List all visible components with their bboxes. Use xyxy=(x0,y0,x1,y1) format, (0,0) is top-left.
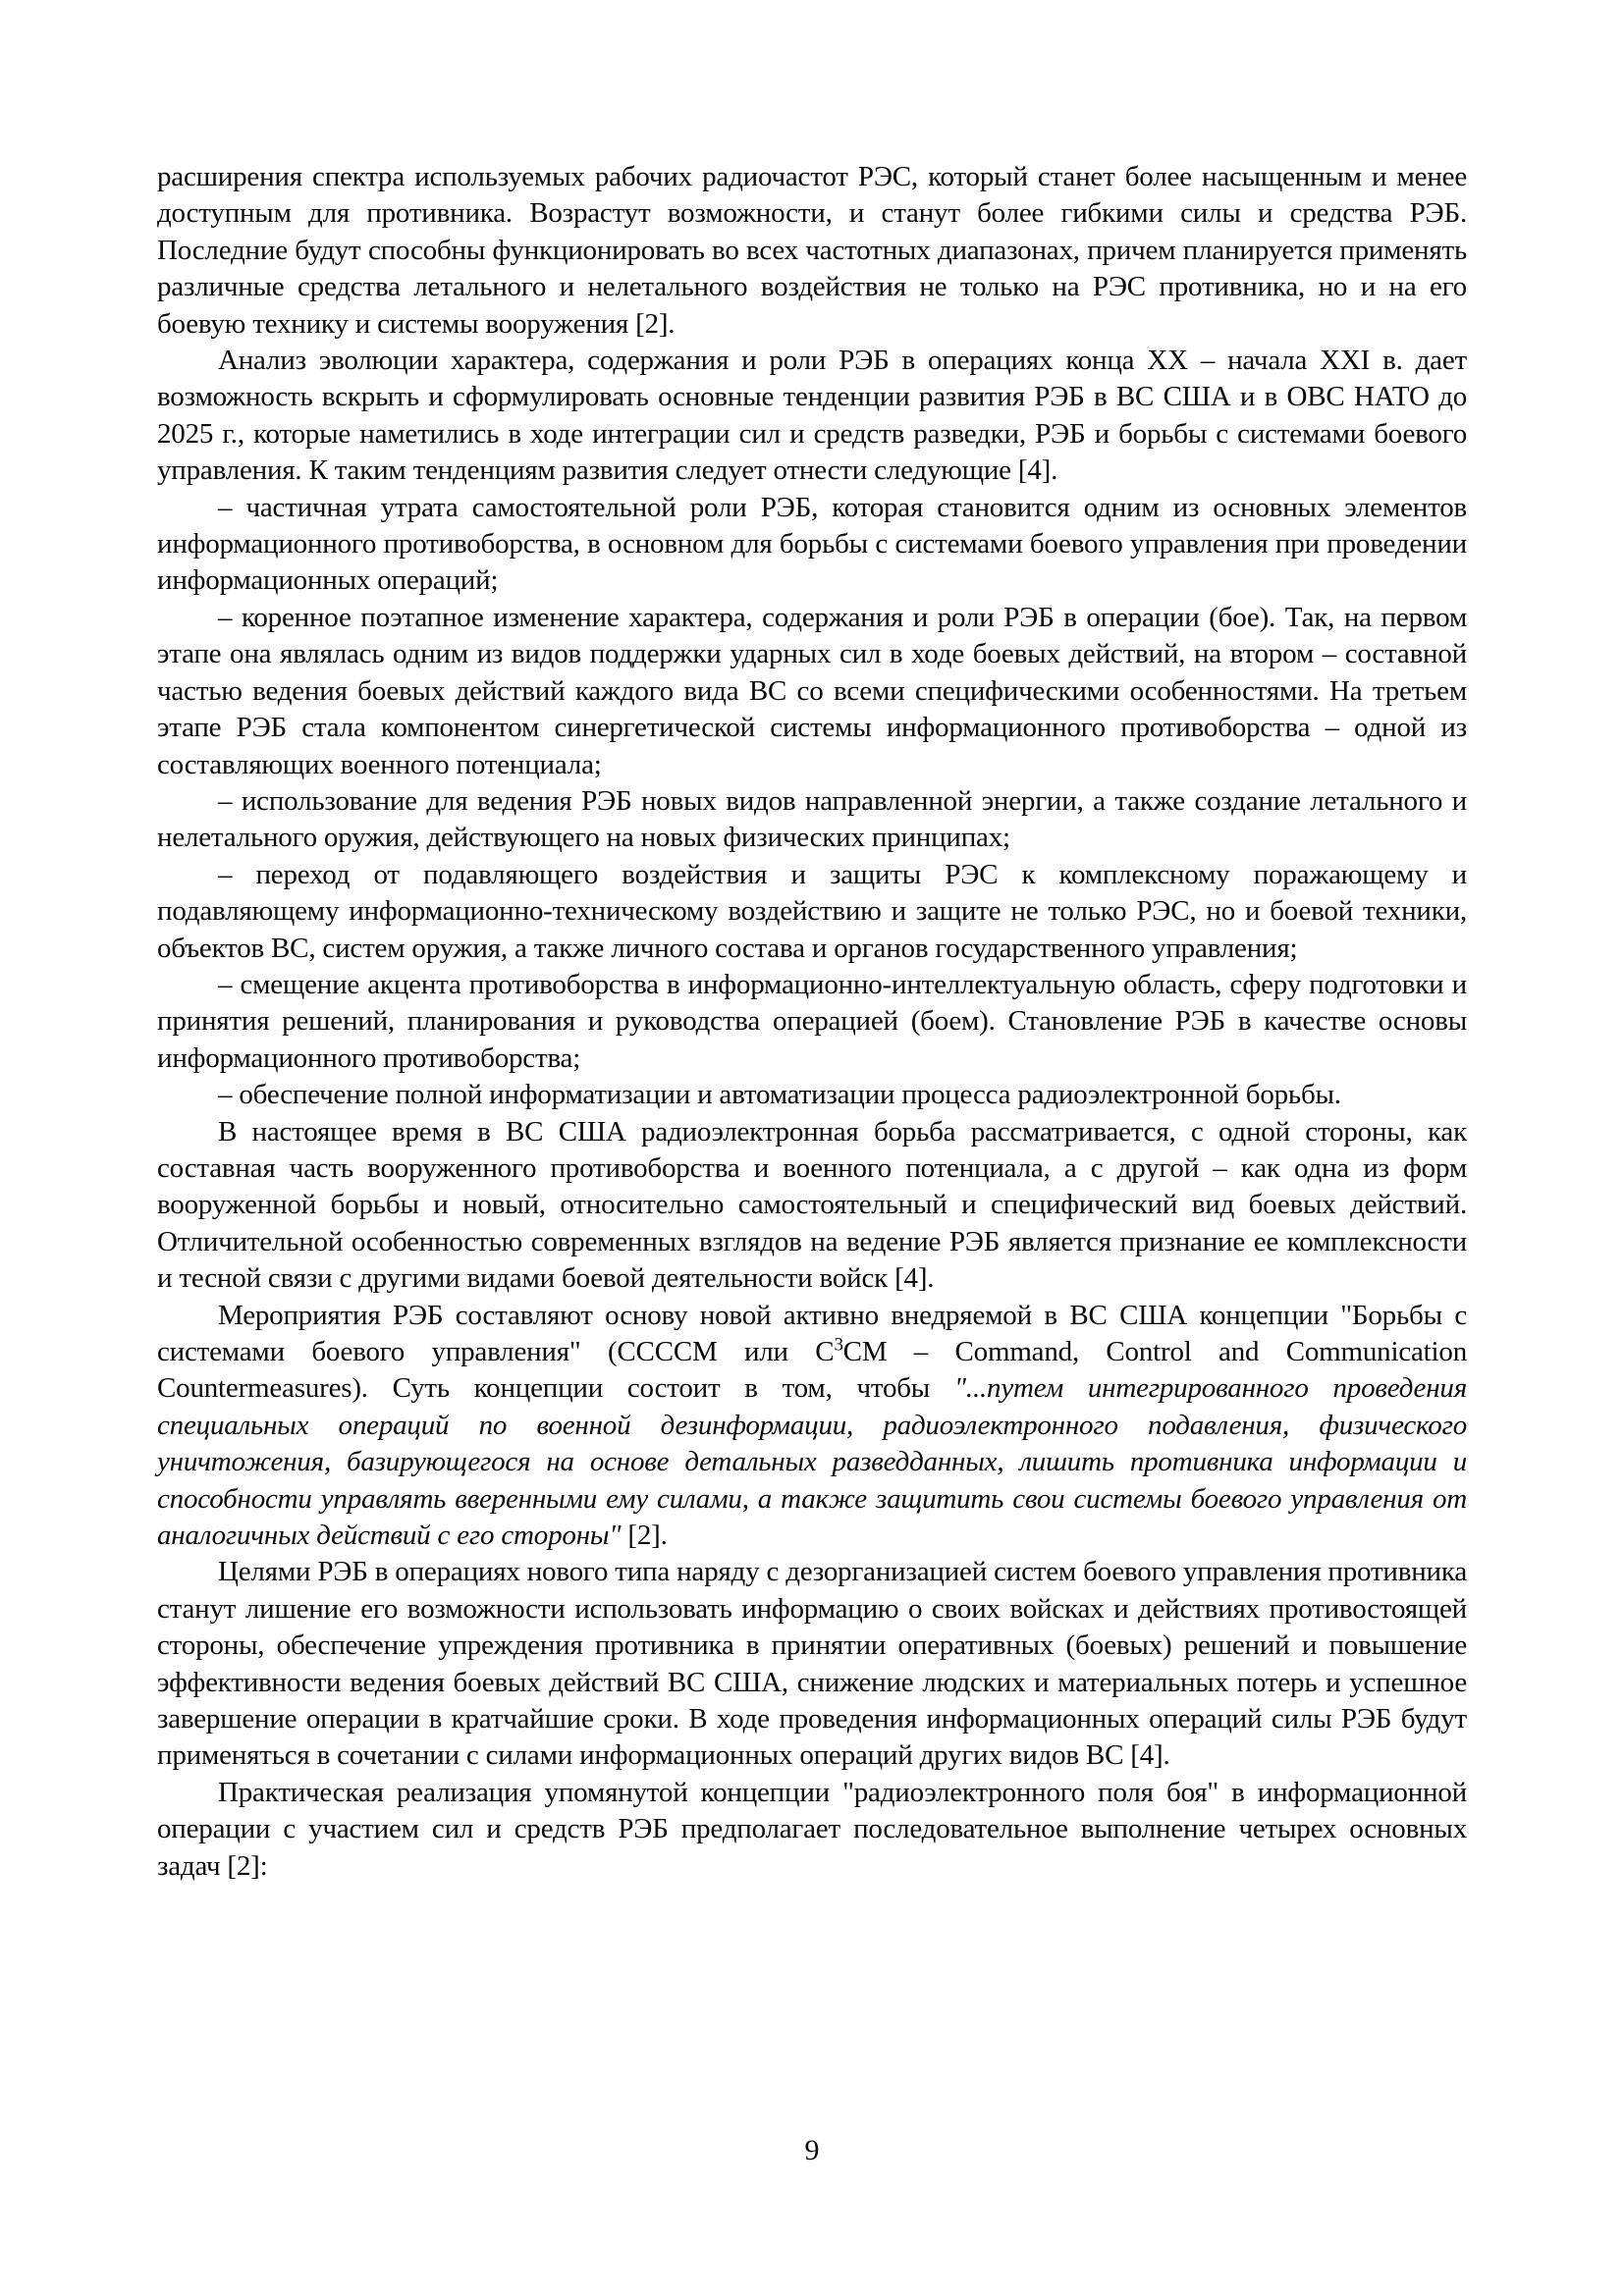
paragraph xyxy=(157,600,1467,783)
paragraph xyxy=(157,159,1467,343)
paragraph xyxy=(157,967,1467,1077)
text-run: Мероприятия РЭБ составляют основу новой активно внедряемой в ВС США концепции "Борьбы с системами боевого управления" (ССССМ или С xyxy=(157,1299,1467,1367)
page-number: 9 xyxy=(804,2134,820,2166)
paragraph xyxy=(157,343,1467,490)
paragraph xyxy=(157,1077,1467,1113)
text-run: – обеспечение полной информатизации и автоматизации процесса радиоэлектронной борьбы. xyxy=(218,1079,1341,1111)
text-run: В настоящее время в ВС США радиоэлектронная борьба рассматривается, с одной стороны, как составная часть вооруженного противоборства и военного потенциала, а с другой – как одна из форм вооруженной борьбы и новый, относительно самостоятельный и специфический вид боевых действий. Отличительной особенностью современных взглядов на ведение РЭБ является признание ее комплексности и тесной связи с другими видами боевой деятельности войск [4]. xyxy=(157,1115,1467,1295)
superscript-run: 3 xyxy=(834,1334,843,1356)
text-run: Целями РЭБ в операциях нового типа наряду с дезорганизацией систем боевого управления противника станут лишение его возможности использовать информацию о своих войсках и действиях противостоящей стороны, обеспечение упреждения противника в принятии оперативных (боевых) решений и повышение эффективности ведения боевых действий ВС США, снижение людских и материальных потерь и успешное завершение операции в кратчайшие сроки. В ходе проведения информационных операций силы РЭБ будут применяться в сочетании с силами информационных операций других видов ВС [4]. xyxy=(157,1556,1467,1772)
text-run: – использование для ведения РЭБ новых видов направленной энергии, а также создание летального и нелетального оружия, действующего на новых физических принципах; xyxy=(157,784,1467,854)
paragraph xyxy=(157,1554,1467,1774)
text-run: СМ – Command, Control and Communication Countermeasures). Суть концепции состоит в том, чтобы xyxy=(157,1336,1467,1405)
paragraph xyxy=(157,490,1467,600)
paragraph xyxy=(157,1775,1467,1885)
text-run: расширения спектра используемых рабочих радиочастот РЭС, который станет более насыщенным и менее доступным для противника. Возрастут возможности, и станут более гибкими силы и средства РЭБ. Последние будут способны функционировать во всех частотных диапазонах, причем планируется применять различные средства летального и нелетального воздействия не только на РЭС противника, но и на его боевую технику и системы вооружения [2]. xyxy=(157,161,1467,340)
text-run: Анализ эволюции характера, содержания и роли РЭБ в операциях конца XX – начала XXI в. дает возможность вскрыть и сформулировать основные тенденции развития РЭБ в ВС США и в ОВС НАТО до 2025 г., которые наметились в ходе интеграции сил и средств разведки, РЭБ и борьбы с системами боевого управления. К таким тенденциям развития следует отнести следующие [4]. xyxy=(157,345,1467,487)
text-run: Практическая реализация упомянутой концепции "радиоэлектронного поля боя" в информационной операции с участием сил и средств РЭБ предполагает последовательное выполнение четырех основных задач [2]: xyxy=(157,1776,1467,1882)
text-run: – частичная утрата самостоятельной роли РЭБ, которая становится одним из основных элементов информационного противоборства, в основном для борьбы с системами боевого управления при проведении информационных операций; xyxy=(157,491,1467,597)
italic-text-run: "...путем интегрированного проведения специальных операций по военной дезинформации, радиоэлектронного подавления, физического уничтожения, базирующегося на основе детальных разведданных, лишить противника информации и способности управлять вверенными ему силами, а также защитить свои системы боевого управления от аналогичных действий с его стороны" xyxy=(157,1372,1467,1552)
text-block xyxy=(157,159,1467,1885)
text-run: – коренное поэтапное изменение характера, содержания и роли РЭБ в операции (бое). Так, на первом этапе она являлась одним из видов поддержки ударных сил в ходе боевых действий, на втором – составной частью ведения боевых действий каждого вида ВС со всеми специфическими особенностями. На третьем этапе РЭБ стала компонентом синергетической системы информационного противоборства – одной из составляющих военного потенциала; xyxy=(157,601,1467,780)
text-run: – смещение акцента противоборства в информационно-интеллектуальную область, сферу подготовки и принятия решений, планирования и руководства операцией (боем). Становление РЭБ в качестве основы информационного противоборства; xyxy=(157,968,1467,1074)
text-run: – переход от подавляющего воздействия и защиты РЭС к комплексному поражающему и подавляющему информационно-техническому воздействию и защите не только РЭС, но и боевой техники, объектов ВС, систем оружия, а также личного состава и органов государственного управления; xyxy=(157,858,1467,964)
paragraph xyxy=(157,783,1467,857)
text-run: [2]. xyxy=(621,1520,668,1552)
paragraph xyxy=(157,1298,1467,1555)
paragraph xyxy=(157,1114,1467,1298)
paragraph xyxy=(157,857,1467,967)
